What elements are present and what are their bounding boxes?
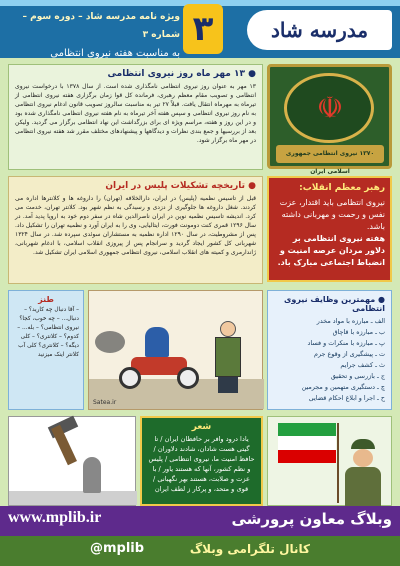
- joke-title: طنز: [38, 295, 54, 304]
- list-item: ح ـ اجرا و ابلاغ احکام قضایی: [308, 394, 385, 402]
- police-officer: [211, 321, 245, 393]
- brand-title: مدرسه شاد: [270, 18, 369, 42]
- rider: [145, 327, 169, 357]
- police-logo: [267, 64, 392, 175]
- iran-flag-icon: [278, 423, 336, 463]
- flag-pole: [337, 423, 339, 503]
- officer-uniform: [345, 467, 381, 507]
- officer-head: [220, 321, 236, 337]
- flag-card: [267, 416, 392, 506]
- header-subtitle-line1: ویژه نامه مدرسه شاد – دوره سوم – شماره ۳: [22, 12, 180, 40]
- hammer-sketch: [8, 416, 136, 506]
- bike-wheel: [177, 367, 199, 389]
- officer-body: [215, 337, 241, 377]
- history-body: قبل از تاسیس نظمیه (پلیس) در ایران، دارالخلافه (تهران) را داروغه ها و کلانترها اداره می کردند. شغل داروغه ها جلوگیری از دزدی و رسیدگی به نظم شهر بود. کلانتر تهران، خدمت می کرد. اندیشه تاسیس نظمیه نوین در ایران ناصرالدین شاه در سفر دوم خود به اروپا پدید آمد. در سال ۱۲۹۶ قمری کنت دومونت فورت، ایتالیایی، وی را به ایران آورد و نظمیه تهران را تشکیل داد. پس از مشروطیت، در سال ۱۲۹۰ اداره نظمیه به مستشاران سوئدی سپرده شد. در سال ۱۳۲۴ شهربانی کل کشور ایجاد گردید و سرانجام پس از پیروزی انقلاب اسلامی، با ادغام شهربانی، ژاندارمری و کمیته های انقلاب اسلامی، نیروی انتظامی جمهوری اسلامی ایران تشکیل شد.: [15, 195, 256, 256]
- telegram-label: کانال تلگرامی وبلاگ: [189, 542, 310, 556]
- header: [0, 0, 400, 58]
- joke-section: [8, 290, 84, 410]
- blog-title: وبلاگ معاون پرورشی: [231, 510, 392, 528]
- logo-ribbon: ۱۳۷۰ نیروی انتظامی جمهوری اسلامی ایران: [276, 145, 384, 163]
- duties-list: [274, 316, 385, 404]
- footer-banner: [0, 506, 400, 536]
- list-item: چ ـ دستگیری متهمین و مجرمین: [301, 383, 385, 391]
- list-item: ج ـ بازرسی و تحقیق: [330, 372, 385, 380]
- joke-body: – آقا دنبال چه کارید؟ – دنبال... – چه خوب، کجا؟ نیروی انتظامی؟ – بله... – کدوم؟ – کلانتری؟ – کلی دیگه؟ – کلانتری؟ کلی آب کلانتر اینک میزنید: [17, 307, 79, 358]
- site-link[interactable]: www.mplib.ir: [8, 509, 102, 526]
- emblem-icon: ☫: [316, 91, 344, 126]
- list-item: ت ـ پیشگیری از وقوع جرم: [314, 350, 385, 358]
- list-item: پ ـ مبارزه با منکرات و فساد: [307, 339, 385, 347]
- header-subtitle: [10, 8, 180, 59]
- list-item: ب ـ مبارزه با قاچاق: [332, 328, 385, 336]
- intro-section: [8, 64, 263, 170]
- ground: [9, 491, 137, 505]
- officer-face: [353, 449, 373, 467]
- officer-legs: [218, 377, 238, 393]
- intro-body: ۱۳ مهر به عنوان روز نیروی انتظامی نامگذاری شده است. از سال ۱۳۷۸ با درخواست نیروی انتظامی و تصویب مقام معظم رهبری، فرمانده کل قوا زمان برگزاری هفته نیروی انتظامی از تیرماه به مهرماه انتقال یافت. قبلاً ۲۷ تیر به مناسبت سالروز تصویب قانون ادغام نیروی انتظامی به نام روز نیروی انتظامی و سپس هفته آخر تیرماه به نام هفته نیروی انتظامی نامگذاری شده بود و در این روز و هفته، مراسم ویژه ای برای بزرگداشت این نهاد انتظامی برگزار می گردید. ولیکن بعد از بررسیها و جمع بندی نظرات و دیدگاهها و پیشنهادهای مختلف مقرر شد هفته نیروی انتظامی در مهر ماه برگزار شود.: [15, 83, 256, 144]
- bike-wheel: [119, 367, 141, 389]
- duties-title: ● مهمترین وظایف نیروی انتظامی: [284, 295, 385, 313]
- poem-section: [140, 416, 263, 506]
- list-item: الف ـ مبارزه با مواد مخدر: [316, 317, 385, 325]
- brand-box: [247, 10, 392, 50]
- motorbike: [119, 349, 199, 389]
- quote-body: نیروی انتظامی باید اقتدار، عزت نفس و رحمت و مهربانی داشته باشد.: [279, 198, 385, 231]
- poem-body: یادا درود وافر بر حافظان ایران / تا گیتی هست شادان، شادند دلاوران / حافظ امنیت ما، نیروی انتظامی / پلیس و نظم کشور، آنها که هستند یاور / با عزت و صلابت، هستند بهر نگهبانی / قوی و متحد، و پرکار ز لطف ایران: [148, 435, 255, 493]
- cartoon-signature: Satea.ir: [93, 399, 117, 406]
- leader-quote: [267, 176, 392, 282]
- police-officer-portrait: [343, 439, 383, 507]
- telegram-handle[interactable]: @mplib: [90, 541, 145, 556]
- duties-section: [267, 290, 392, 410]
- history-section: [8, 176, 263, 284]
- quote-title: رهبر معظم انقلاب:: [299, 183, 385, 193]
- header-subtitle-line2: به مناسبت هفته نیروی انتظامی: [50, 48, 180, 59]
- poem-title: شعر: [191, 422, 212, 432]
- intro-title: ● ۱۳ مهر ماه روز نیروی انتظامی: [107, 69, 256, 79]
- history-title: ● تاریخچه تشکیلات پلیس در ایران: [105, 181, 256, 191]
- footer-telegram: [0, 536, 400, 566]
- police-cartoon: [88, 290, 263, 410]
- issue-number: ۳: [183, 4, 223, 54]
- quote-highlight: هفته نیروی انتظامی بر دلاور مردان عرصه امنیت و انضباط اجتماعی مبارک باد.: [277, 234, 385, 267]
- sketch-person: [83, 457, 101, 493]
- list-item: ث ـ کشف جرایم: [340, 361, 385, 369]
- officer-cap: [351, 439, 375, 449]
